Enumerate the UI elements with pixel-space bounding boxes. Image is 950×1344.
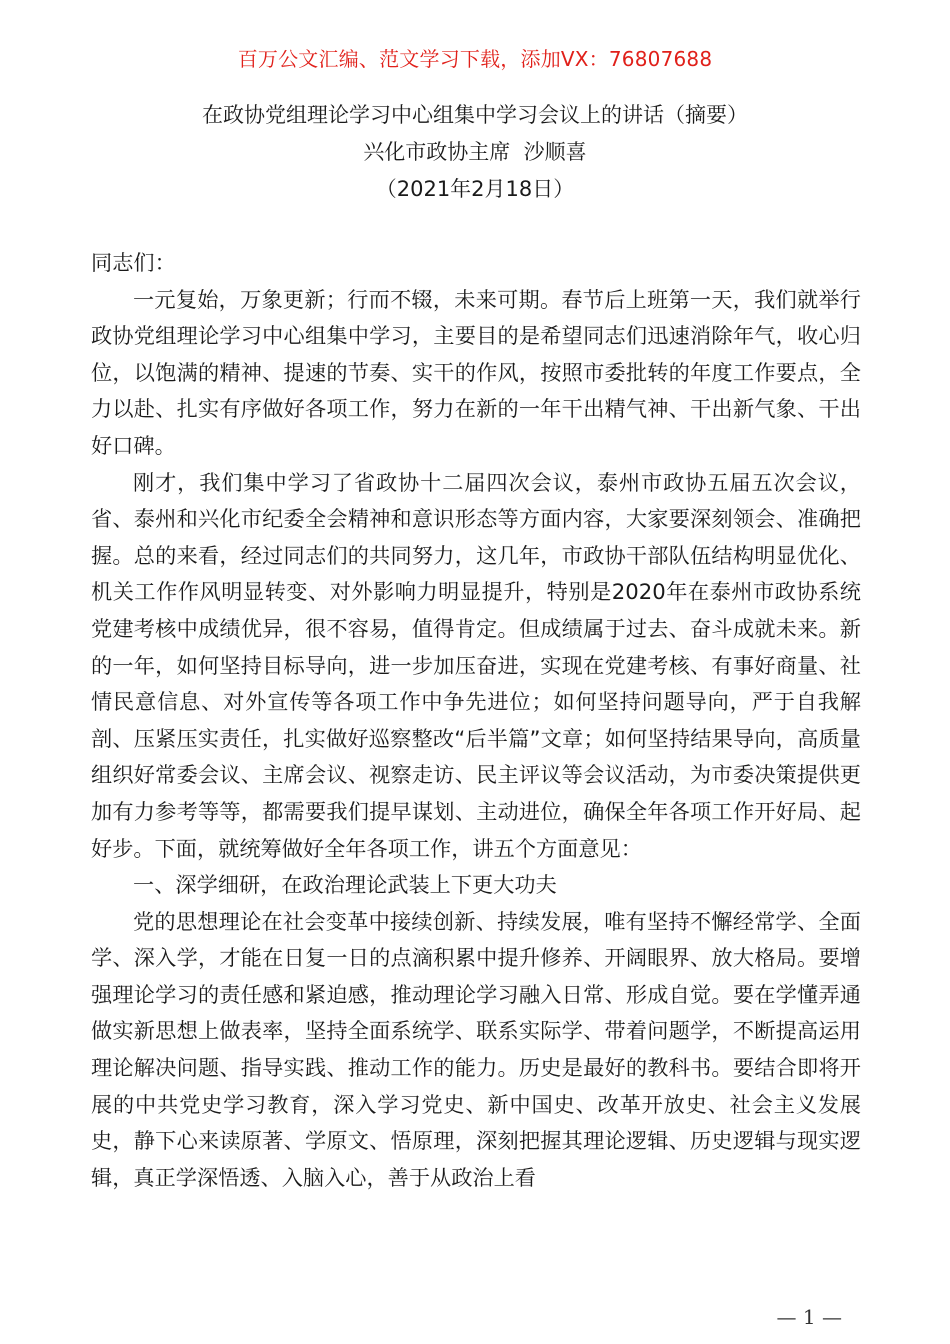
document-date: （2021年2月18日） xyxy=(375,177,575,201)
page-number xyxy=(0,1304,950,1330)
paragraph-review: 刚才，我们集中学习了省政协十二届四次会议，泰州市政协五届五次会议，省、泰州和兴化市纪委全会精神和意识形态等方面内容，大家要深刻领会、准确把握。总的来看，经过同志们的共同努力，这几年，市政协干部队伍结构明显优化、机关工作作风明显转变、对外影响力明显提升，特别是2020年在泰州市政协系统党建考核中成绩优异，很不容易，值得肯定。但成绩属于过去、奋斗成就未来。新的一年，如何坚持目标导向，进一步加压奋进，实现在党建考核、有事好商量、社情民意信息、对外宣传等各项工作中争先进位；如何坚持问题导向，严于自我解剖、压紧压实责任，扎实做好巡察整改“后半篇”文章；如何坚持结果导向，高质量组织好常委会议、主席会议、视察走访、民主评议等会议活动，为市委决策提供更加有力参考等等，都需要我们提早谋划、主动进位，确保全年各项工作开好局、起好步。下面，就统筹做好全年各项工作，讲五个方面意见： xyxy=(91,469,861,861)
paragraph-section-1: 党的思想理论在社会变革中接续创新、持续发展，唯有坚持不懈经常学、全面学、深入学，才能在日复一日的点滴积累中提升修养、开阔眼界、放大格局。要增强理论学习的责任感和紧迫感，推动理论学习融入日常、形成自觉。要在学懂弄通做实新思想上做表率，坚持全面系统学、联系实际学、带着问题学，不断提高运用理论解决问题、指导实践、推动工作的能力。历史是最好的教科书。要结合即将开展的中共党史学习教育，深入学习党史、新中国史、改革开放史、社会主义发展史，静下心来读原著、学原文、悟原理，深刻把握其理论逻辑、历史逻辑与现实逻辑，真正学深悟透、入脑入心，善于从政治上看 xyxy=(91,908,861,1190)
document-author: 兴化市政协主席 沙顺喜 xyxy=(363,140,587,164)
salutation: 同志们： xyxy=(91,250,176,275)
document-body xyxy=(91,245,861,1196)
document-header xyxy=(0,97,950,208)
paragraph-opening: 一元复始，万象更新；行而不辍，未来可期。春节后上班第一天，我们就举行政协党组理论学习中心组集中学习，主要目的是希望同志们迅速消除年气，收心归位，以饱满的精神、提速的节奏、实干的作风，按照市委批转的年度工作要点，全力以赴、扎实有序做好各项工作，努力在新的一年干出精气神、干出新气象、干出好口碑。 xyxy=(91,286,861,458)
page-number-text: — 1 — xyxy=(776,1305,842,1329)
document-title: 在政协党组理论学习中心组集中学习会议上的讲话（摘要） xyxy=(202,103,748,127)
section-heading-1: 一、深学细研，在政治理论武装上下更大功夫 xyxy=(133,872,557,898)
promo-banner: 百万公文汇编、范文学习下载，添加VX：76807688 xyxy=(237,47,713,71)
